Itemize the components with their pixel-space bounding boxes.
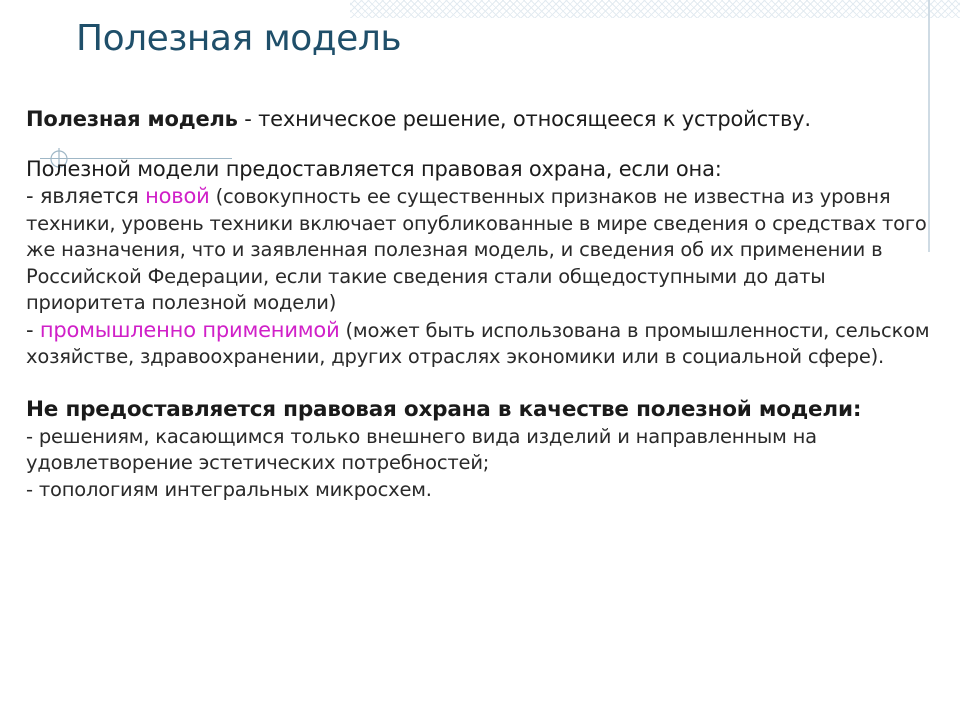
novelty-keyword: новой: [145, 184, 210, 208]
industrial-keyword: промышленно применимой: [39, 317, 340, 342]
conditions-intro: Полезной модели предоставляется правовая охрана, если она:: [26, 157, 722, 181]
industrial-prefix: -: [26, 317, 40, 342]
definition-term: Полезная модель: [26, 107, 238, 131]
novelty-text: (совокупность ее существенных признаков не известна из уровня техники, уровень техники включает опубликованные в мире сведения о средствах того же назначения, что и заявленная полезная модель, и сведения об их применении в Российской Федерации, если такие сведения стали общедоступными до даты приоритета полезной модели): [26, 185, 927, 314]
industrial-text: (может быть использована в промышленности, сельском хозяйстве, здравоохранении, других отраслях экономики или в социальной сфере).: [26, 318, 930, 368]
condition-novelty: [26, 183, 941, 317]
definition-text: - техническое решение, относящееся к устройству.: [237, 107, 811, 131]
exclusion-item-topology: - топологиям интегральных микросхем.: [26, 477, 432, 501]
exclusion-item-design: - решениям, касающимся только внешнего вида изделий и направленным на удовлетворение эстетических потребностей;: [26, 424, 817, 474]
exclusions-heading: Не предоставляется правовая охрана в качестве полезной модели:: [26, 396, 862, 422]
slide-body: [26, 106, 941, 503]
definition-paragraph: [26, 106, 941, 133]
novelty-prefix: - является: [26, 184, 146, 208]
condition-industrial: [26, 317, 941, 371]
slide-title: Полезная модель: [76, 18, 402, 59]
decorative-pattern: [350, 0, 960, 18]
